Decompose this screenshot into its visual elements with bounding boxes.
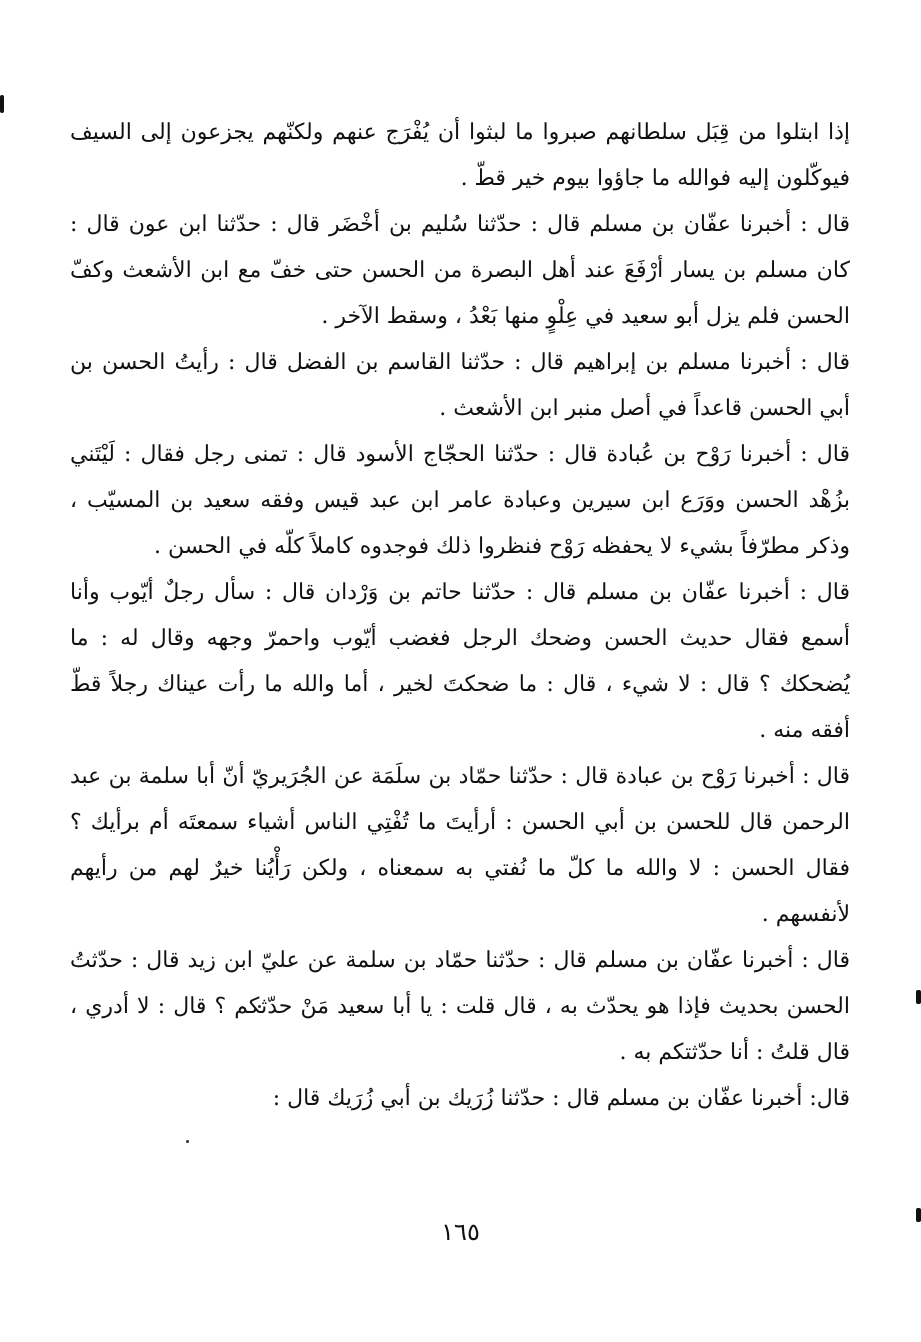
paragraph-5: قال : أخبرنا عفّان بن مسلم قال : حدّثنا حاتم بن وَرْدان قال : سأل رجلٌ أيّوب وأنا أسمع فقال حديث الحسن وضحك الرجل فغضب أيّوب واحمرّ وجهه وقال له : ما يُضحكك ؟ قال : لا شيء ، قال : ما ضحكتَ لخير ، أما والله ما رأت عيناك رجلاً قطّ أفقه منه . — [70, 580, 850, 743]
paragraph-2: قال : أخبرنا عفّان بن مسلم قال : حدّثنا سُليم بن أخْضَر قال : حدّثنا ابن عون قال : كان مسلم بن يسار أرْفَعَ عند أهل البصرة من الحسن حتى خفّ مع ابن الأشعث وكفّ الحسن فلم يزل أبو سعيد في عِلْوٍ منها بَعْدُ ، وسقط الآخر . — [70, 212, 850, 329]
page-number: ١٦٥ — [441, 1218, 480, 1246]
margin-mark-left — [0, 95, 4, 113]
paragraph-8: قال: أخبرنا عفّان بن مسلم قال : حدّثنا زُرَيك بن أبي زُرَيك قال : — [272, 1086, 850, 1111]
page-body — [70, 110, 850, 1122]
paragraph-7: قال : أخبرنا عفّان بن مسلم قال : حدّثنا حمّاد بن سلمة عن عليّ ابن زيد قال : حدّثتُ الحسن بحديث فإذا هو يحدّث به ، قال قلت : يا أبا سعيد مَنْ حدّثكم ؟ قال : لا أدري ، قال قلتُ : أنا حدّثتكم به . — [70, 948, 850, 1065]
paragraph-1: إذا ابتلوا من قِبَل سلطانهم صبروا ما لبثوا أن يُفْرَج عنهم ولكنّهم يجزعون إلى السيف فيوكّلون إليه فوالله ما جاؤوا بيوم خير قطّ . — [70, 120, 850, 191]
ink-speck — [186, 1140, 189, 1143]
paragraph-4: قال : أخبرنا رَوْح بن عُبادة قال : حدّثنا الحجّاج الأسود قال : تمنى رجل فقال : لَيْتَني بزُهْد الحسن ووَرَع ابن سيرين وعبادة عامر ابن عبد قيس وفقه سعيد بن المسيّب ، وذكر مطرّفاً بشيء لا يحفظه رَوْح فنظروا ذلك فوجدوه كاملاً كلّه في الحسن . — [70, 442, 850, 559]
paragraph-6: قال : أخبرنا رَوْح بن عبادة قال : حدّثنا حمّاد بن سلَمَة عن الجُرَيريّ أنّ أبا سلمة بن عبد الرحمن قال للحسن بن أبي الحسن : أرأيتَ ما تُفْتِي الناس أشياء سمعتَه أم برأيك ؟ فقال الحسن : لا والله ما كلّ ما نُفتي به سمعناه ، ولكن رَأْيُنا خيرٌ لهم من رأيهم لأنفسهم . — [70, 764, 850, 927]
margin-mark-right — [916, 990, 921, 1004]
paragraph-3: قال : أخبرنا مسلم بن إبراهيم قال : حدّثنا القاسم بن الفضل قال : رأيتُ الحسن بن أبي الحسن قاعداً في أصل منبر ابن الأشعث . — [70, 350, 850, 421]
